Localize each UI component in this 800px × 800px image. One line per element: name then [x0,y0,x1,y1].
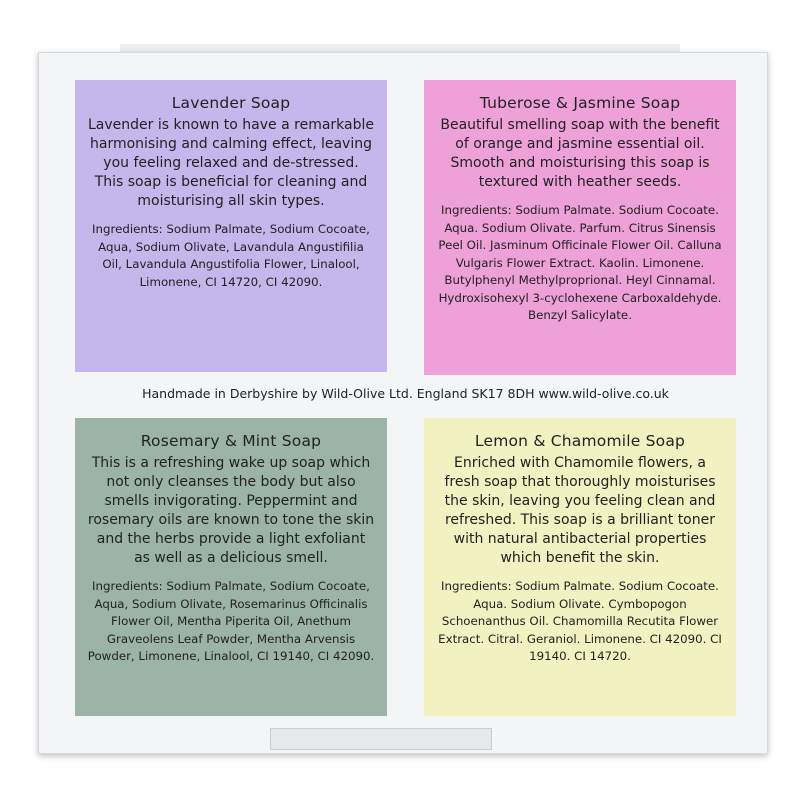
panel-description: This is a refreshing wake up soap which not only cleanses the body but also smells invigorating. Peppermint and rosemary oils are known to tone the skin and the herbs provide a light exfoliant as well as a delicious smell. [87,455,375,566]
panel-description: Enriched with Chamomile flowers, a fresh soap that thoroughly moisturises the skin, leaving you feeling clean and refreshed. This soap is a brilliant toner with natural antibacterial properties which benefit the skin. [444,455,716,566]
box-bottom-tab [270,728,492,750]
tuberose-jasmine-soap-panel [424,80,736,375]
panel-ingredients: Ingredients: Sodium Palmate. Sodium Cocoate. Aqua. Sodium Olivate. Cymbopogon Schoenanthus Oil. Chamomilla Recutita Flower Extract. Citral. Geraniol. Limonene. CI 42090. CI 19140. CI 14720. [438,579,722,663]
lemon-chamomile-soap-panel [424,418,736,716]
panel-description: Lavender is known to have a remarkable harmonising and calming effect, leaving you feeling relaxed and de-stressed. This soap is beneficial for cleaning and moisturising all skin types. [87,117,374,209]
maker-footer-text: Handmade in Derbyshire by Wild-Olive Ltd. England SK17 8DH www.wild-olive.co.uk [142,386,669,401]
panel-ingredients: Ingredients: Sodium Palmate, Sodium Cocoate, Aqua, Sodium Olivate, Rosemarinus Officinalis Flower Oil, Mentha Piperita Oil, Anethum Graveolens Leaf Powder, Mentha Arvensis Powder, Limonene, Linalool, CI 19140, CI 42090. [87,579,375,663]
panel-title: Lemon & Chamomile Soap [474,432,686,450]
panel-ingredients: Ingredients: Sodium Palmate, Sodium Cocoate, Aqua, Sodium Olivate, Lavandula Angustifilia Oil, Lavandula Angustifolia Flower, Linalool, Limonene, CI 14720, CI 42090. [92,222,370,289]
panel-title: Lavender Soap [171,94,291,112]
rosemary-mint-soap-panel [75,418,387,716]
panel-ingredients: Ingredients: Sodium Palmate. Sodium Cocoate. Aqua. Sodium Olivate. Parfum. Citrus Sinensis Peel Oil. Jasminum Officinale Flower Oil. Calluna Vulgaris Flower Extract. Kaolin. Limonene. Butylphenyl Methylproprional. Heyl Cinnamal. Hydroxisohexyl 3-cyclohexene Carboxaldehyde. Benzyl Salicylate. [438,203,722,322]
panel-title: Tuberose & Jasmine Soap [479,94,681,112]
panel-description: Beautiful smelling soap with the benefit of orange and jasmine essential oil. Smooth and moisturising this soap is textured with heather seeds. [440,117,720,190]
lavender-soap-panel [75,80,387,372]
panel-title: Rosemary & Mint Soap [140,432,322,450]
